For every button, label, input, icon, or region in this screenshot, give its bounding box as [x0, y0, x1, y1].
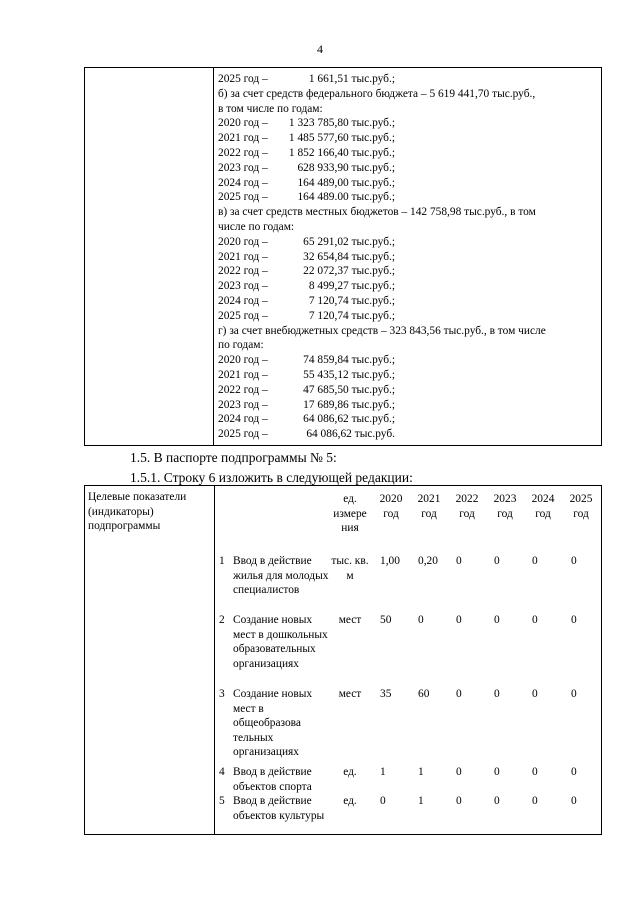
indicator-value: 0: [494, 766, 500, 778]
funding-year-line: [218, 427, 595, 442]
indicators-row-label: Целевые показатели (индикаторы) подпрограммы: [88, 491, 187, 533]
funding-amount: 65 291,02 тыс.руб.;: [303, 235, 395, 248]
indicator-value: 0: [571, 766, 577, 778]
subsection-heading: 1.5.1. Строку 6 изложить в следующей редакции:: [130, 470, 413, 485]
funding-amount: 7 120,74 тыс.руб.;: [308, 294, 395, 307]
funding-amount: 164 489.00 тыс.руб.;: [297, 191, 395, 204]
funding-table: [84, 67, 602, 446]
funding-year-line: [218, 146, 595, 161]
indicator-name: Ввод в действие объектов культуры: [233, 795, 325, 822]
funding-amount: 1 852 166,40 тыс.руб.;: [288, 146, 395, 159]
funding-year: 2024 год –: [218, 413, 268, 426]
funding-text-line: б) за счет средств федерального бюджета – 5 619 441,70 тыс.руб.,: [218, 87, 536, 100]
year-header: 2024 год: [531, 493, 555, 520]
funding-year: 2023 год –: [218, 280, 268, 293]
indicator-value: 1: [380, 766, 386, 778]
funding-year-line: [218, 398, 595, 413]
indicator-number: 4: [219, 766, 225, 778]
indicator-name: Создание новых мест в дошкольных образовательных организациях: [233, 614, 328, 670]
indicator-value: 1,00: [380, 555, 400, 567]
indicator-value: 0: [571, 555, 577, 567]
funding-year: 2025 год –: [218, 309, 268, 322]
funding-lines: [218, 72, 595, 442]
funding-year: 2025 год –: [218, 428, 268, 441]
unit-header: ед. измере ния: [333, 493, 367, 535]
indicator-value: 0: [494, 614, 500, 626]
page-number: 4: [317, 42, 323, 56]
funding-year: 2022 год –: [218, 146, 268, 159]
funding-text-line: г) за счет внебюджетных средств – 323 843,56 тыс.руб., в том числе: [218, 324, 546, 337]
funding-amount: 1 661,51 тыс.руб.;: [308, 73, 395, 85]
funding-amount: 7 120,74 тыс.руб.;: [308, 309, 395, 322]
funding-year: 2024 год –: [218, 176, 268, 189]
funding-year: 2022 год –: [218, 383, 268, 396]
funding-year: 2021 год –: [218, 250, 268, 263]
funding-year-line: [218, 190, 595, 205]
funding-amount: 64 086,62 тыс.руб.: [306, 428, 395, 441]
indicator-value: 0: [494, 555, 500, 567]
indicator-value: 1: [418, 766, 424, 778]
year-header: 2020 год: [379, 493, 403, 520]
indicator-name: Ввод в действие объектов спорта: [233, 766, 312, 793]
funding-year-line: [218, 176, 595, 191]
funding-amount: 17 689,86 тыс.руб.;: [303, 398, 395, 411]
indicator-value: 0: [532, 688, 538, 700]
indicator-value: 0: [456, 555, 462, 567]
funding-year: 2024 год –: [218, 294, 268, 307]
indicator-value: 0: [532, 555, 538, 567]
indicator-unit: тыс. кв. м: [331, 555, 369, 582]
funding-year: 2025 год –: [218, 73, 268, 85]
indicator-value: 0: [571, 795, 577, 807]
indicator-value: 0: [571, 688, 577, 700]
funding-year: 2023 год –: [218, 161, 268, 174]
funding-year: 2021 год –: [218, 368, 268, 381]
indicator-value: 50: [380, 614, 392, 626]
funding-year-line: [218, 72, 595, 87]
year-header: 2021 год: [417, 493, 441, 520]
indicator-number: 1: [219, 555, 225, 567]
funding-year-line: [218, 412, 595, 427]
funding-year-line: [218, 294, 595, 309]
indicator-number: 5: [219, 795, 225, 807]
funding-text-line: числе по годам:: [218, 220, 295, 233]
indicator-number: 3: [219, 688, 225, 700]
indicator-value: 0: [571, 614, 577, 626]
indicator-name: Ввод в действие жилья для молодых специалистов: [233, 555, 329, 597]
indicator-value: 35: [380, 688, 392, 700]
funding-year-line: [218, 309, 595, 324]
funding-year: 2022 год –: [218, 265, 268, 278]
funding-text-line: по годам:: [218, 339, 264, 352]
section-heading: 1.5. В паспорте подпрограммы № 5:: [130, 450, 337, 465]
funding-year-line: [218, 161, 595, 176]
funding-year: 2023 год –: [218, 398, 268, 411]
indicator-value: 0: [532, 614, 538, 626]
funding-amount: 47 685,50 тыс.руб.;: [303, 383, 395, 396]
funding-amount: 164 489,00 тыс.руб.;: [297, 176, 395, 189]
indicator-value: 0: [380, 795, 386, 807]
indicator-name: Создание новых мест в общеобразова тельных организациях: [233, 688, 313, 759]
funding-amount: 64 086,62 тыс.руб.;: [303, 413, 395, 426]
funding-amount: 1 485 577,60 тыс.руб.;: [288, 132, 395, 145]
indicator-value: 0: [456, 614, 462, 626]
indicator-value: 0: [456, 766, 462, 778]
funding-text-line: в том числе по годам:: [218, 102, 323, 115]
table-divider: [214, 486, 215, 834]
indicator-value: 60: [418, 688, 430, 700]
indicator-unit: мест: [338, 614, 362, 626]
funding-table-left-cell: [85, 68, 214, 445]
funding-year-line: [218, 235, 595, 250]
funding-year: 2021 год –: [218, 132, 268, 145]
indicator-value: 0: [494, 795, 500, 807]
indicator-value: 0: [532, 766, 538, 778]
funding-year: 2020 год –: [218, 354, 268, 367]
funding-year: 2025 год –: [218, 191, 268, 204]
year-header: 2022 год: [455, 493, 479, 520]
funding-year-line: [218, 116, 595, 131]
funding-amount: 628 933,90 тыс.руб.;: [297, 161, 395, 174]
funding-amount: 22 072,37 тыс.руб.;: [303, 265, 395, 278]
funding-amount: 8 499,27 тыс.руб.;: [308, 280, 395, 293]
indicator-unit: ед.: [343, 795, 357, 807]
indicator-unit: мест: [338, 688, 362, 700]
funding-year-line: [218, 368, 595, 383]
funding-year-line: [218, 383, 595, 398]
indicator-value: 0: [456, 688, 462, 700]
indicator-unit: ед.: [343, 766, 357, 778]
funding-amount: 55 435,12 тыс.руб.;: [303, 368, 395, 381]
funding-text-line: в) за счет средств местных бюджетов – 142 758,98 тыс.руб., в том: [218, 206, 536, 219]
year-header: 2025 год: [569, 493, 593, 520]
indicator-value: 1: [418, 795, 424, 807]
funding-amount: 32 654,84 тыс.руб.;: [303, 250, 395, 263]
indicators-table: [84, 485, 602, 835]
funding-year-line: [218, 279, 595, 294]
indicator-value: 0,20: [418, 555, 438, 567]
year-header: 2023 год: [493, 493, 517, 520]
funding-year: 2020 год –: [218, 235, 268, 248]
funding-year: 2020 год –: [218, 117, 268, 130]
funding-year-line: [218, 264, 595, 279]
funding-year-line: [218, 353, 595, 368]
indicator-value: 0: [418, 614, 424, 626]
indicator-value: 0: [532, 795, 538, 807]
funding-year-line: [218, 131, 595, 146]
indicator-number: 2: [219, 614, 225, 626]
funding-amount: 1 323 785,80 тыс.руб.;: [288, 117, 395, 130]
indicator-value: 0: [494, 688, 500, 700]
indicator-value: 0: [456, 795, 462, 807]
funding-year-line: [218, 250, 595, 265]
funding-amount: 74 859,84 тыс.руб.;: [303, 354, 395, 367]
